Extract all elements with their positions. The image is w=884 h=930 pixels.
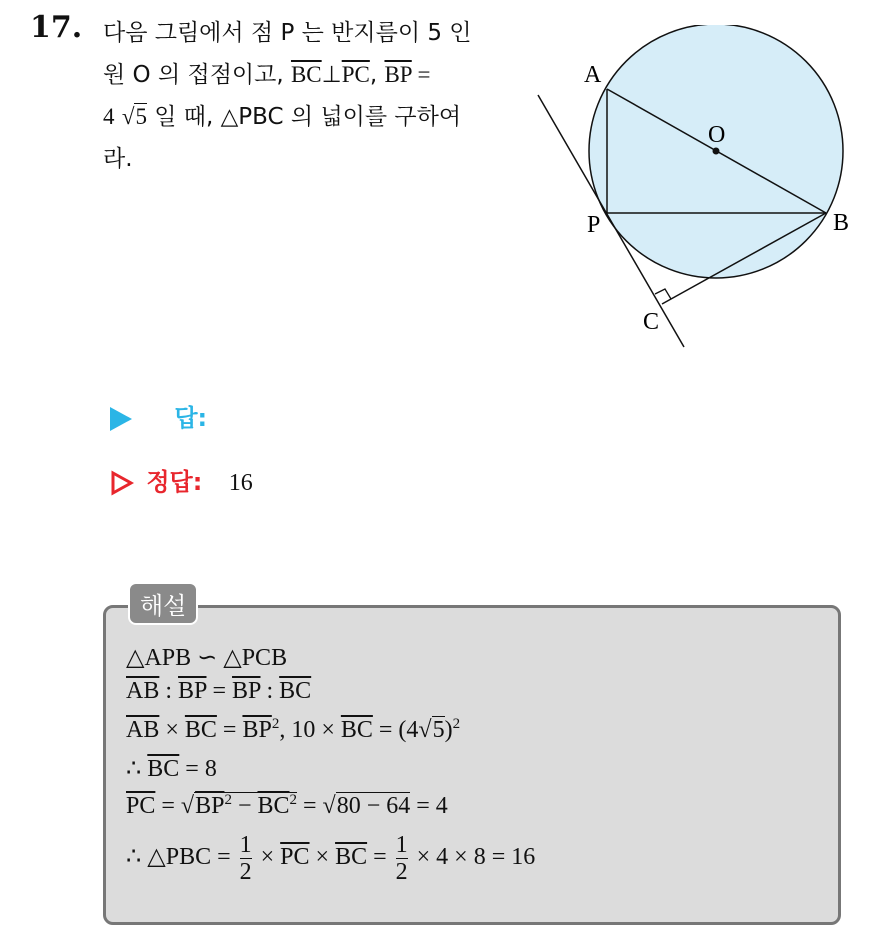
- sqrt-symbol: √: [418, 717, 432, 743]
- solution-line-4: ∴ $\overline{BC} = 8$: [126, 756, 217, 782]
- play-outline-icon: [110, 470, 134, 496]
- fraction-half: $\frac{1}{2}$: [395, 832, 408, 885]
- center-point: [713, 148, 720, 155]
- sqrt-symbol: √: [180, 793, 195, 819]
- sqrt-symbol: √: [121, 104, 135, 129]
- solution-line-3: $\overline{AB} \times \overline{BC} = \overline{BP}^2$, $10 \times \overline{BC} = (4√5)^2$: [126, 716, 461, 743]
- answer-row: [110, 398, 207, 433]
- label-p: P: [587, 212, 601, 238]
- label-a: A: [584, 62, 602, 88]
- answer-label: 답:: [174, 404, 208, 432]
- label-b: B: [833, 210, 850, 236]
- label-o: O: [708, 122, 726, 148]
- question-text: [103, 12, 513, 180]
- solution-line-1: △APB ∽ △PCB: [126, 645, 288, 671]
- segment-bp: $\overline{BP}$: [384, 62, 412, 87]
- solution-line-6: ∴ △PBC = $\frac{1}{2}$ × $\overline{PC} \times \overline{BC}$ = $\frac{1}{2}$ × 4 × 8 = 16: [126, 832, 536, 885]
- question-line-1: 다음 그림에서 점 P 는 반지름이 5 인: [103, 20, 472, 46]
- right-angle-mark: [655, 289, 671, 299]
- sqrt-radicand: 5: [135, 104, 147, 129]
- solution-tag: 해설: [128, 582, 198, 625]
- question-number: 17.: [30, 10, 83, 45]
- sqrt-symbol: √: [322, 793, 336, 819]
- correct-answer-value: 16: [228, 470, 253, 496]
- segment-bc: $\overline{BC}$: [290, 62, 322, 87]
- label-c: C: [643, 309, 660, 335]
- correct-answer-row: [110, 462, 253, 497]
- solution-line-2: $\overline{AB}$ : $\overline{BP} = \overline{BP}$ : $\overline{BC}$: [126, 678, 312, 704]
- question-line-2: 원 O 의 접점이고, $\overline{BC}\perp\overline{PC}$, $\overline{BP}$ =: [103, 62, 431, 88]
- question-line-3: 4 √5 일 때, △PBC 의 넓이를 구하여: [103, 104, 462, 130]
- solution-line-5: $\overline{PC} = √BP^2 - \overline{BC}^2 = √80 - 64 = 4$: [126, 792, 448, 819]
- question-line-4: 라.: [103, 146, 133, 172]
- segment-pc: $\overline{PC}$: [341, 62, 370, 87]
- fraction-half: $\frac{1}{2}$: [239, 832, 252, 885]
- play-filled-icon: [110, 407, 132, 431]
- geometry-figure: [530, 25, 850, 355]
- correct-answer-label: 정답:: [146, 468, 203, 496]
